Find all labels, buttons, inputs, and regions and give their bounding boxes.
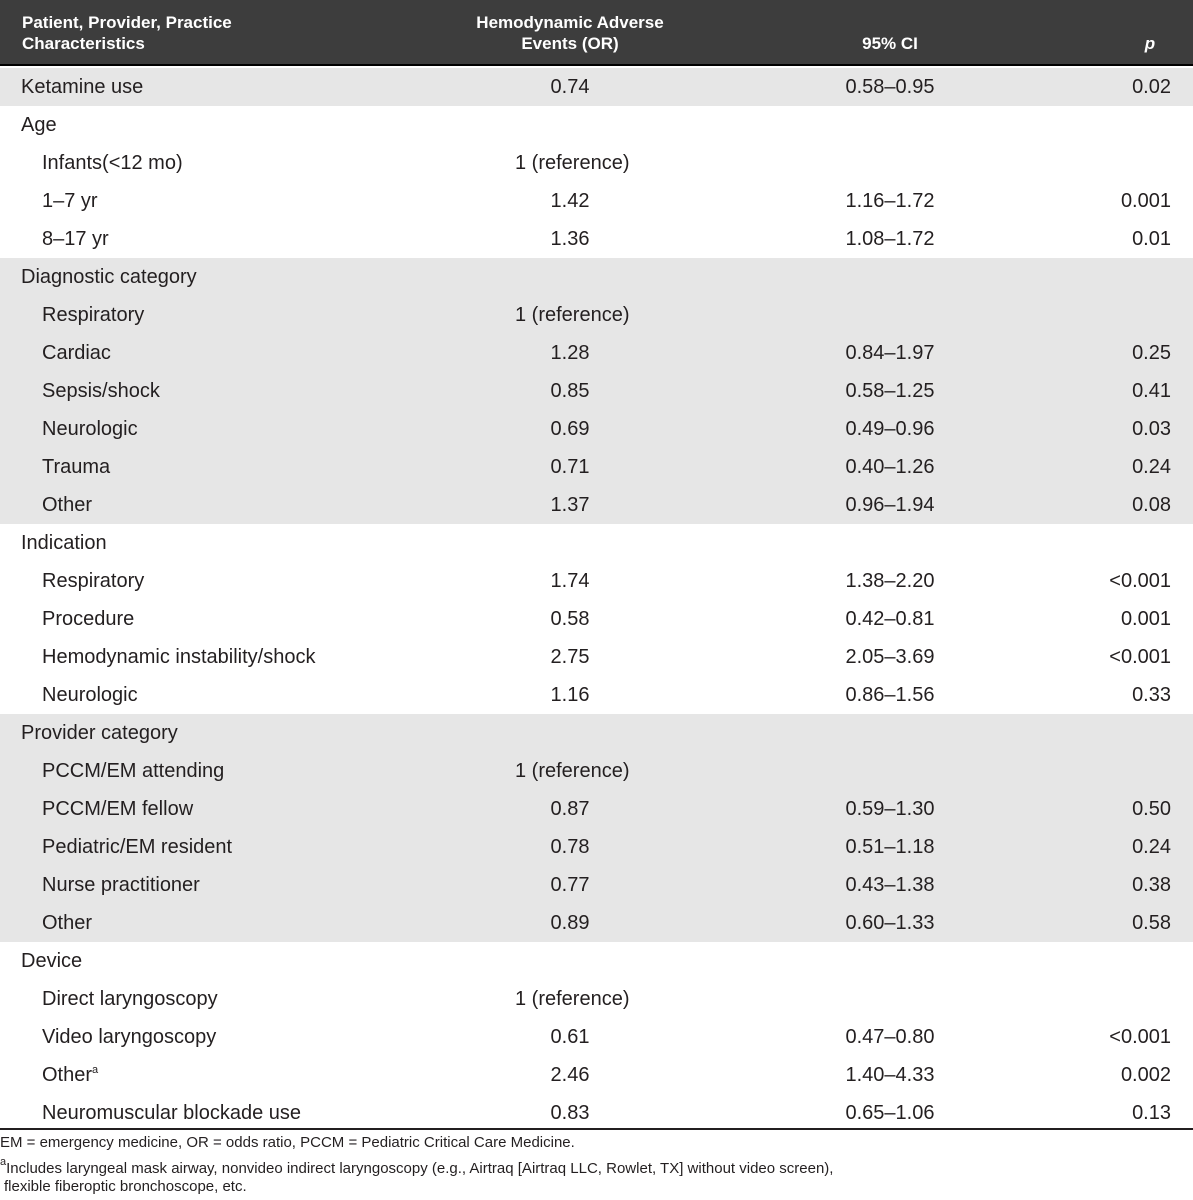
table-header	[0, 0, 1193, 66]
row-ci: 0.96–1.94	[845, 494, 935, 516]
row-or: 0.74	[550, 76, 590, 98]
row-ci: 0.40–1.26	[845, 456, 935, 478]
row-or: 0.58	[550, 608, 590, 630]
row-p: 0.01	[1132, 228, 1171, 250]
table-row	[0, 904, 1193, 942]
row-ci: 2.05–3.69	[845, 646, 935, 668]
footnote-marker: a	[92, 1064, 99, 1076]
row-p: 0.02	[1132, 76, 1171, 98]
table-row	[0, 182, 1193, 220]
row-p: 0.41	[1132, 380, 1171, 402]
row-p: <0.001	[1109, 570, 1171, 592]
table-row	[0, 980, 1193, 1018]
header-odds-ratio	[445, 12, 695, 54]
row-label: 1–7 yr	[42, 190, 98, 212]
row-label: Respiratory	[42, 304, 145, 326]
results-table	[0, 68, 1193, 1128]
row-label: Trauma	[42, 456, 111, 478]
footnote-a-line2: flexible fiberoptic bronchoscope, etc.	[4, 1178, 247, 1195]
row-or: 1 (reference)	[515, 304, 630, 326]
row-p: 0.50	[1132, 798, 1171, 820]
table-row	[0, 68, 1193, 106]
row-or: 0.78	[550, 836, 590, 858]
table-row	[0, 1056, 1193, 1094]
row-or: 1 (reference)	[515, 988, 630, 1010]
table-row	[0, 524, 1193, 562]
header-characteristics-line1: Patient, Provider, Practice	[22, 13, 232, 32]
row-p: 0.58	[1132, 912, 1171, 934]
row-p: 0.25	[1132, 342, 1171, 364]
row-label: Infants(<12 mo)	[42, 152, 183, 174]
row-or: 0.61	[550, 1026, 590, 1048]
section-label: Device	[21, 950, 83, 972]
row-label-text: Other	[42, 1064, 93, 1086]
section-label: Diagnostic category	[21, 266, 197, 288]
row-or: 1.42	[550, 190, 590, 212]
table-row	[0, 1094, 1193, 1132]
row-or: 1 (reference)	[515, 152, 630, 174]
row-ci: 0.47–0.80	[845, 1026, 935, 1048]
row-or: 2.46	[550, 1064, 590, 1086]
row-p: 0.24	[1132, 456, 1171, 478]
row-ci: 0.58–1.25	[845, 380, 935, 402]
header-or-line2: Events (OR)	[521, 34, 619, 53]
section-label: Indication	[21, 532, 107, 554]
table-row	[0, 676, 1193, 714]
row-or: 1.74	[550, 570, 590, 592]
row-p: 0.13	[1132, 1102, 1171, 1124]
row-label: Ketamine use	[21, 76, 144, 98]
table-row	[0, 790, 1193, 828]
table-row	[0, 106, 1193, 144]
row-label: Nurse practitioner	[42, 874, 200, 896]
table-row	[0, 486, 1193, 524]
table-row	[0, 714, 1193, 752]
table-row	[0, 828, 1193, 866]
header-p-value: p	[1144, 34, 1156, 53]
row-ci: 0.58–0.95	[845, 76, 935, 98]
row-or: 1.36	[550, 228, 590, 250]
header-characteristics-line2: Characteristics	[22, 34, 145, 53]
row-ci: 1.16–1.72	[845, 190, 935, 212]
row-label: Video laryngoscopy	[42, 1026, 217, 1048]
table-row	[0, 600, 1193, 638]
table-row	[0, 942, 1193, 980]
table-bottom-rule	[0, 1128, 1193, 1130]
table-row	[0, 866, 1193, 904]
row-ci: 1.08–1.72	[845, 228, 935, 250]
row-label: Cardiac	[42, 342, 111, 364]
table-row	[0, 448, 1193, 486]
table-row	[0, 638, 1193, 676]
row-p: 0.002	[1120, 1064, 1171, 1086]
row-label: Pediatric/EM resident	[42, 836, 233, 858]
row-p: 0.08	[1132, 494, 1171, 516]
row-label: Neuromuscular blockade use	[42, 1102, 302, 1124]
row-ci: 0.65–1.06	[845, 1102, 935, 1124]
row-ci: 0.43–1.38	[845, 874, 935, 896]
row-label: Other	[42, 494, 93, 516]
row-ci: 0.84–1.97	[845, 342, 935, 364]
row-p: 0.24	[1132, 836, 1171, 858]
row-or: 0.89	[550, 912, 590, 934]
row-label	[42, 1056, 98, 1094]
header-characteristics	[22, 12, 232, 54]
row-label: Other	[42, 912, 93, 934]
row-label: 8–17 yr	[42, 228, 109, 250]
row-label: Neurologic	[42, 418, 138, 440]
row-or: 0.77	[550, 874, 590, 896]
row-p: 0.001	[1120, 608, 1171, 630]
row-ci: 0.51–1.18	[845, 836, 935, 858]
row-or: 1.16	[550, 684, 590, 706]
row-ci: 0.49–0.96	[845, 418, 935, 440]
row-p: <0.001	[1109, 646, 1171, 668]
table-row	[0, 144, 1193, 182]
table-row	[0, 752, 1193, 790]
table-row	[0, 220, 1193, 258]
table-row	[0, 562, 1193, 600]
row-ci: 1.40–4.33	[845, 1064, 935, 1086]
row-p: 0.38	[1132, 874, 1171, 896]
row-ci: 1.38–2.20	[845, 570, 935, 592]
footnote-a	[0, 1156, 834, 1178]
table-row	[0, 410, 1193, 448]
row-p: 0.03	[1132, 418, 1171, 440]
header-ci: 95% CI	[862, 34, 918, 53]
section-label: Age	[21, 114, 57, 136]
row-or: 1.28	[550, 342, 590, 364]
row-or: 2.75	[550, 646, 590, 668]
row-label: Direct laryngoscopy	[42, 988, 218, 1010]
table-row	[0, 334, 1193, 372]
row-ci: 0.60–1.33	[845, 912, 935, 934]
row-or: 0.87	[550, 798, 590, 820]
row-ci: 0.59–1.30	[845, 798, 935, 820]
row-or: 1.37	[550, 494, 590, 516]
row-or: 0.85	[550, 380, 590, 402]
header-or-line1: Hemodynamic Adverse	[476, 13, 664, 32]
row-label: Respiratory	[42, 570, 145, 592]
section-label: Provider category	[21, 722, 178, 744]
footnote-a-marker: a	[0, 1156, 7, 1168]
row-label: Procedure	[42, 608, 135, 630]
row-label: Sepsis/shock	[42, 380, 160, 402]
table-row	[0, 1018, 1193, 1056]
row-or: 0.69	[550, 418, 590, 440]
row-p: <0.001	[1109, 1026, 1171, 1048]
row-p: 0.33	[1132, 684, 1171, 706]
table-row	[0, 296, 1193, 334]
table-row	[0, 258, 1193, 296]
row-p: 0.001	[1120, 190, 1171, 212]
row-label: PCCM/EM fellow	[42, 798, 194, 820]
table-row	[0, 372, 1193, 410]
footnote-a-line1: Includes laryngeal mask airway, nonvideo indirect laryngoscopy (e.g., Airtraq [Airtraq LLC, Rowlet, TX] without video screen),	[6, 1160, 834, 1177]
row-or: 0.71	[550, 456, 590, 478]
row-label: Hemodynamic instability/shock	[42, 646, 316, 668]
row-label: PCCM/EM attending	[42, 760, 225, 782]
footnote-abbreviations: EM = emergency medicine, OR = odds ratio, PCCM = Pediatric Critical Care Medicine.	[0, 1134, 575, 1151]
row-or: 0.83	[550, 1102, 590, 1124]
row-or: 1 (reference)	[515, 760, 630, 782]
row-ci: 0.86–1.56	[845, 684, 935, 706]
row-label: Neurologic	[42, 684, 138, 706]
row-ci: 0.42–0.81	[845, 608, 935, 630]
